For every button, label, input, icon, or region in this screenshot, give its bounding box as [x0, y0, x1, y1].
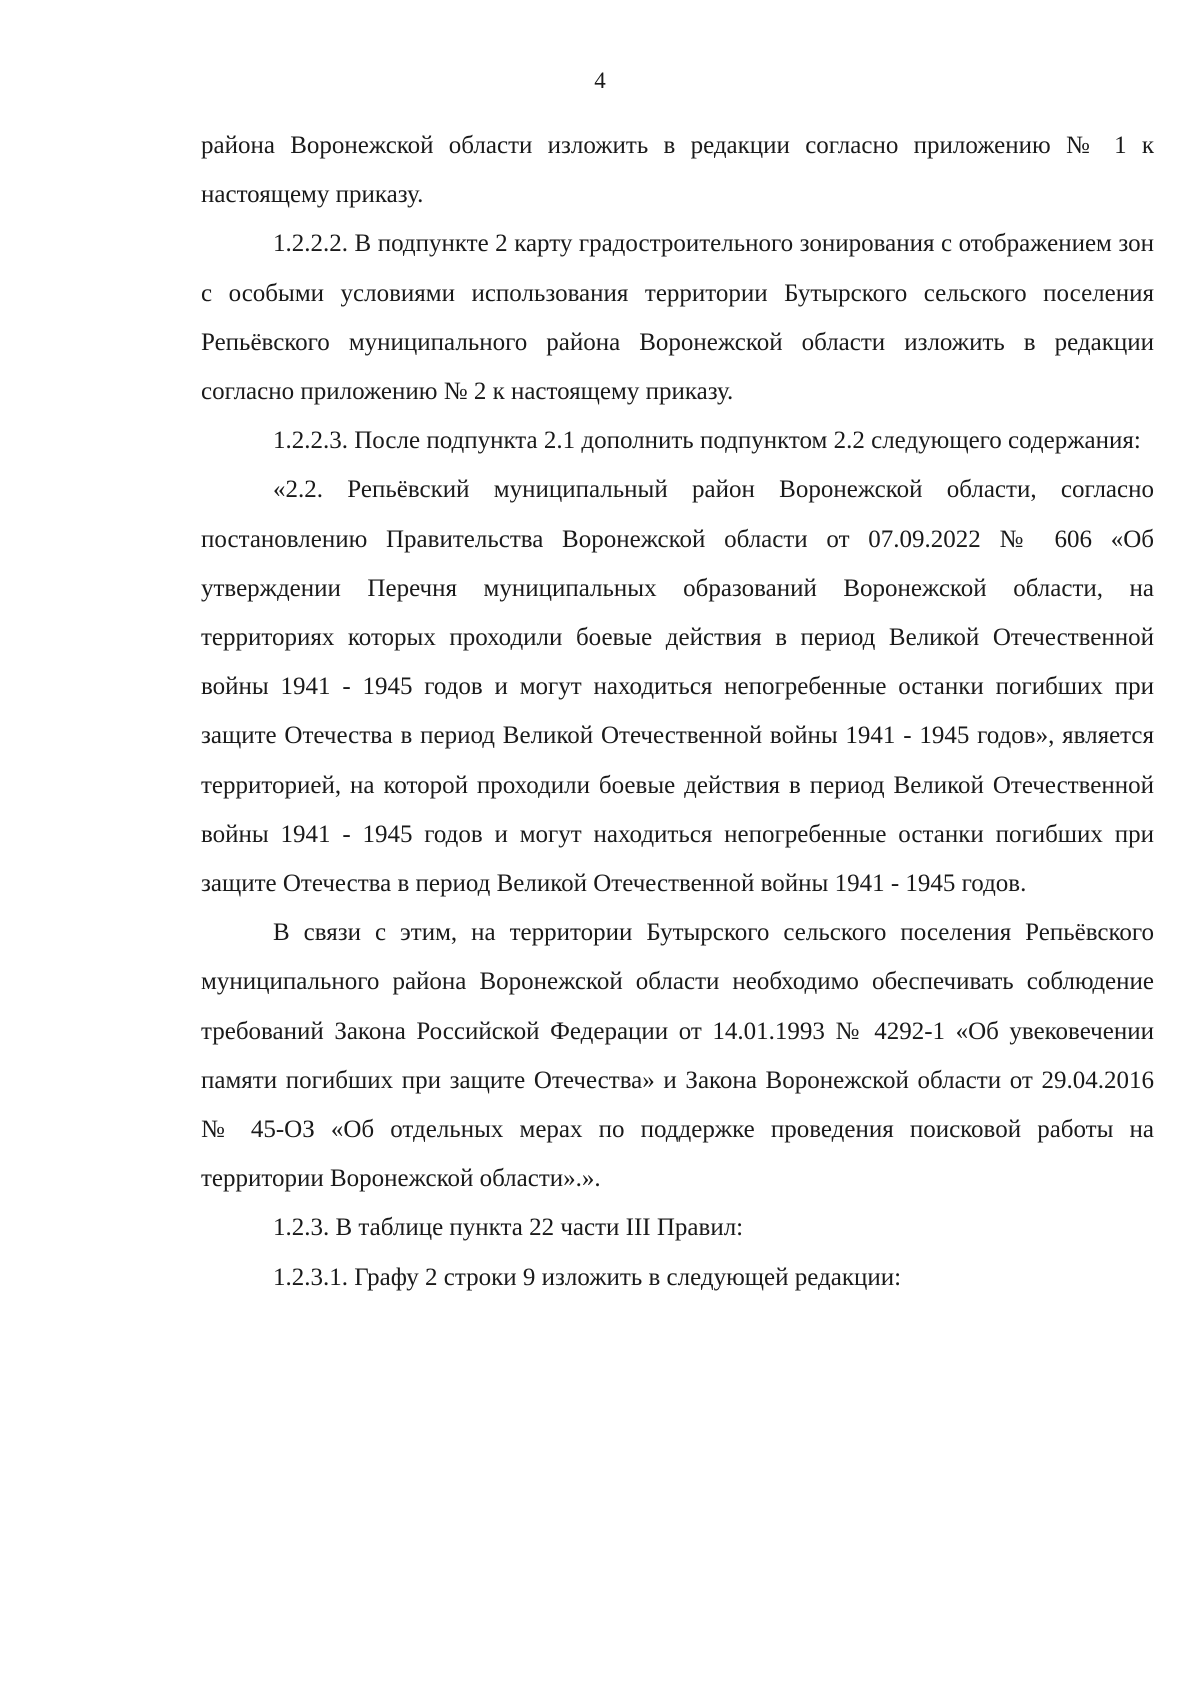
paragraph-continuation: района Воронежской области изложить в редакции согласно приложению № 1 к настоящему приказу. [201, 132, 1154, 209]
paragraph-1-2-2-2: 1.2.2.2. В подпункте 2 карту градостроительного зонирования с отображением зон с особыми условиями использования территории Бутырского сельского поселения Репьёвского муниципального района Воронежской области изложить в редакции согласно приложению № 2 к настоящему приказу. [201, 230, 1154, 406]
paragraph-quoted-2-2: «2.2. Репьёвский муниципальный район Воронежской области, согласно постановлению Правительства Воронежской области от 07.09.2022 № 606 «Об утверждении Перечня муниципальных образований Воронежской области, на территориях которых проходили боевые действия в период Великой Отечественной войны 1941 - 1945 годов и могут находиться непогребенные останки погибших при защите Отечества в период Великой Отечественной войны 1941 - 1945 годов», является территорией, на которой проходили боевые действия в период Великой Отечественной войны 1941 - 1945 годов и могут находиться непогребенные останки погибших при защите Отечества в период Великой Отечественной войны 1941 - 1945 годов. [201, 476, 1154, 898]
page-number: 4 [594, 68, 606, 93]
document-body [201, 121, 1154, 1302]
paragraph-1-2-3: 1.2.3. В таблице пункта 22 части III Правил: [273, 1214, 744, 1242]
paragraph-1-2-2-3: 1.2.2.3. После подпункта 2.1 дополнить подпунктом 2.2 следующего содержания: [273, 427, 1141, 455]
paragraph-1-2-3-1: 1.2.3.1. Графу 2 строки 9 изложить в следующей редакции: [273, 1263, 902, 1291]
paragraph-in-connection: В связи с этим, на территории Бутырского сельского поселения Репьёвского муниципального района Воронежской области необходимо обеспечивать соблюдение требований Закона Российской Федерации от 14.01.1993 № 4292-1 «Об увековечении памяти погибших при защите Отечества» и Закона Воронежской области от 29.04.2016 № 45-ОЗ «Об отдельных мерах по поддержке проведения поисковой работы на территории Воронежской области».». [201, 919, 1154, 1193]
